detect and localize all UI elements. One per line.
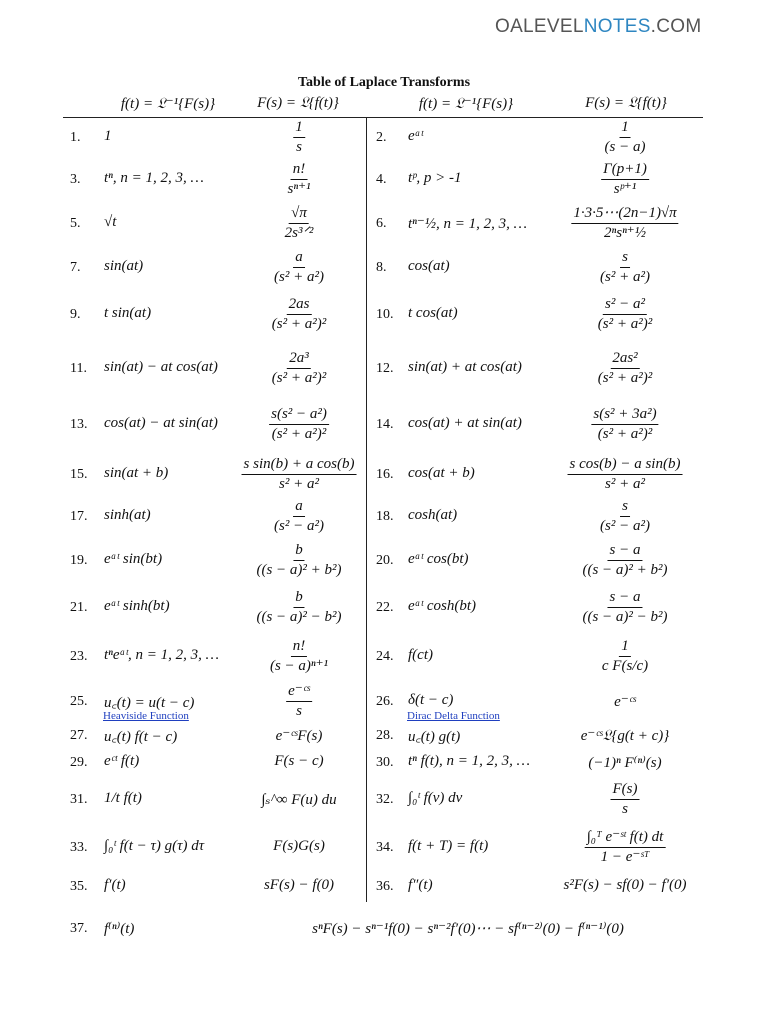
time-function: u꜀(t) = u(t − c)	[104, 695, 195, 711]
laplace-transform: $\frac{\text{s(s² − a²)}}{\text{(s² + a²)²}}$	[271, 406, 327, 443]
laplace-transform: $\frac{1}{(s - a)}$	[604, 119, 646, 156]
entry-number: 6.	[376, 216, 387, 231]
time-function: ∫₀ᵗ f(t − τ) g(τ) dτ	[104, 838, 205, 854]
laplace-transform: $\frac{a}{\text{(s² − a²)}}$	[274, 498, 324, 535]
entry-number: 19.	[70, 553, 88, 568]
site-logo[interactable]	[495, 16, 701, 38]
time-function: t cos(at)	[408, 305, 458, 321]
time-function: cos(at + b)	[408, 465, 475, 481]
header-transform-left: F(s) = 𝔏{f(t)}	[257, 95, 339, 111]
entry-number: 33.	[70, 840, 88, 855]
time-function: 1/t f(t)	[104, 790, 142, 806]
time-function: eᵃᵗ sinh(bt)	[104, 598, 170, 614]
time-function: sin(at)	[104, 258, 144, 274]
time-function: δ(t − c)	[408, 692, 454, 708]
time-function: ∫₀ᵗ f(v) dv	[408, 790, 463, 806]
entry-number: 20.	[376, 553, 394, 568]
entry-number: 32.	[376, 792, 394, 807]
time-function: sin(at) + at cos(at)	[408, 359, 522, 375]
logo-suffix: .COM	[650, 16, 702, 37]
laplace-transform: $\frac{s - a}{\text{((s − a)² − b²)}}$	[582, 589, 668, 626]
laplace-transform: s²F(s) − sf(0) − f′(0)	[563, 877, 687, 893]
header-inverse-right: f(t) = 𝔏⁻¹{F(s)}	[418, 96, 514, 112]
laplace-transform: (−1)ⁿ F⁽ⁿ⁾(s)	[588, 755, 662, 771]
laplace-transform: $\frac{n!}{\text{(s − a)ⁿ⁺¹}}$	[269, 638, 329, 675]
time-function: cos(at)	[408, 258, 450, 274]
laplace-transform: $\frac{\text{∫₀ᵀ e⁻ˢᵗ f(t) dt}}{\text{1 − e⁻ˢᵀ}}$	[586, 829, 664, 866]
header-transform-right: F(s) = 𝔏{f(t)}	[585, 95, 667, 111]
laplace-transform: $\frac{\text{2a³}}{\text{(s² + a²)²}}$	[271, 350, 327, 387]
time-function: tᵖ, p > -1	[408, 170, 462, 186]
time-function: tⁿ f(t), n = 1, 2, 3, …	[408, 753, 530, 769]
dirac-delta-function-link[interactable]: Dirac Delta Function	[407, 710, 500, 722]
laplace-transform: $\frac{n!}{\text{sⁿ⁺¹}}$	[287, 161, 311, 198]
entry-number: 15.	[70, 467, 88, 482]
time-function: f(ct)	[408, 647, 433, 663]
entry-number: 23.	[70, 649, 88, 664]
column-divider	[366, 118, 367, 902]
entry-number: 34.	[376, 840, 394, 855]
entry-number: 36.	[376, 879, 394, 894]
entry-number: 7.	[70, 260, 81, 275]
time-function: tⁿ, n = 1, 2, 3, …	[104, 170, 204, 186]
time-function: u꜀(t) g(t)	[408, 729, 461, 745]
entry-number: 10.	[376, 307, 394, 322]
time-function: f(t + T) = f(t)	[408, 838, 489, 854]
entry-number: 35.	[70, 879, 88, 894]
entry-number: 22.	[376, 600, 394, 615]
entry-number: 27.	[70, 728, 88, 743]
entry-number: 2.	[376, 130, 387, 145]
entry-number: 1.	[70, 130, 81, 145]
time-function: cosh(at)	[408, 507, 458, 523]
laplace-transform: $\frac{b}{\text{((s − a)² − b²)}}$	[256, 589, 342, 626]
time-function: f⁽ⁿ⁾(t)	[104, 921, 135, 937]
laplace-transform: $\frac{2as}{\text{(s² + a²)²}}$	[271, 296, 327, 333]
laplace-transform: $\frac{\text{s² − a²}}{\text{(s² + a²)²}}$	[597, 296, 653, 333]
entry-number: 16.	[376, 467, 394, 482]
entry-number: 14.	[376, 417, 394, 432]
laplace-transform: $\frac{\text{s cos(b) − a sin(b)}}{\text{s² + a²}}$	[569, 456, 681, 493]
time-function: sinh(at)	[104, 507, 151, 523]
time-function: √t	[104, 214, 117, 230]
entry-number: 12.	[376, 361, 394, 376]
time-function: eᵃᵗ	[408, 128, 424, 144]
time-function: 1	[104, 128, 112, 144]
laplace-transform: $\frac{1}{\text{c F(s/c)}}$	[601, 638, 649, 675]
time-function: u꜀(t) f(t − c)	[104, 729, 178, 745]
time-function: eᵃᵗ cos(bt)	[408, 551, 469, 567]
time-function: f′(t)	[104, 877, 126, 893]
time-function: sin(at) − at cos(at)	[104, 359, 218, 375]
entry-number: 21.	[70, 600, 88, 615]
time-function: t sin(at)	[104, 305, 152, 321]
entry-number: 24.	[376, 649, 394, 664]
entry-number: 30.	[376, 755, 394, 770]
time-function: f″(t)	[408, 877, 433, 893]
laplace-transform: e⁻ᶜˢ𝔏{g(t + c)}	[580, 728, 670, 744]
entry-number: 26.	[376, 694, 394, 709]
laplace-transform: $\frac{a}{\text{(s² + a²)}}$	[274, 249, 324, 286]
logo-middle: NOTES	[583, 16, 651, 37]
time-function: cos(at) − at sin(at)	[104, 415, 218, 431]
entry-number: 28.	[376, 728, 394, 743]
logo-prefix: OALEVEL	[495, 16, 584, 37]
laplace-transform: e⁻ᶜˢF(s)	[275, 728, 323, 744]
entry-number: 5.	[70, 216, 81, 231]
laplace-transform: $\frac{b}{\text{((s − a)² + b²)}}$	[256, 542, 342, 579]
entry-number: 31.	[70, 792, 88, 807]
laplace-transform: $\frac{√\pi}{\text{2s³ᐟ²}}$	[284, 205, 314, 242]
entry-number: 17.	[70, 509, 88, 524]
laplace-transform: $\frac{\text{2as²}}{\text{(s² + a²)²}}$	[597, 350, 653, 387]
time-function: cos(at) + at sin(at)	[408, 415, 522, 431]
laplace-transform: $\frac{1\cdot 3\cdot 5\cdots(2n-1)√\pi}{\text{2ⁿsⁿ⁺½}}$	[573, 205, 677, 242]
entry-number: 13.	[70, 417, 88, 432]
header-divider	[63, 117, 703, 118]
entry-number: 37.	[70, 921, 88, 936]
laplace-transform: $\frac{\text{e⁻ᶜˢ}}{s}$	[288, 683, 310, 720]
time-function: eᶜᵗ f(t)	[104, 753, 140, 769]
time-function: tⁿeᵃᵗ, n = 1, 2, 3, …	[104, 647, 220, 663]
laplace-transform: $\frac{s}{\text{(s² − a²)}}$	[600, 498, 650, 535]
laplace-transform: $\frac{\Gamma(p+1)}{\text{sᵖ⁺¹}}$	[603, 161, 647, 198]
page-title: Table of Laplace Transforms	[297, 75, 471, 90]
time-function: sin(at + b)	[104, 465, 169, 481]
entry-number: 18.	[376, 509, 394, 524]
laplace-transform: $\frac{F(s)}{s}$	[612, 781, 638, 818]
header-inverse-left: f(t) = 𝔏⁻¹{F(s)}	[120, 96, 216, 112]
laplace-transform: ∫ₛ^∞ F(u) du	[261, 792, 337, 808]
laplace-transform: $\frac{\text{s(s² + 3a²)}}{\text{(s² + a²)²}}$	[593, 406, 657, 443]
entry-number: 3.	[70, 172, 81, 187]
laplace-transform: sⁿF(s) − sⁿ⁻¹f(0) − sⁿ⁻²f′(0)⋯ − sf⁽ⁿ⁻²⁾(0) − f⁽ⁿ⁻¹⁾(0)	[312, 921, 624, 937]
laplace-transform: $\frac{1}{s}$	[295, 119, 303, 156]
time-function: tⁿ⁻½, n = 1, 2, 3, …	[408, 216, 528, 232]
laplace-transform: sF(s) − f(0)	[263, 877, 335, 893]
entry-number: 29.	[70, 755, 88, 770]
laplace-transform: $\frac{s - a}{\text{((s − a)² + b²)}}$	[582, 542, 668, 579]
time-function: eᵃᵗ cosh(bt)	[408, 598, 477, 614]
entry-number: 11.	[70, 361, 87, 376]
entry-number: 9.	[70, 307, 81, 322]
entry-number: 8.	[376, 260, 387, 275]
heaviside-function-link[interactable]: Heaviside Function	[103, 710, 189, 722]
time-function: eᵃᵗ sin(bt)	[104, 551, 163, 567]
entry-number: 4.	[376, 172, 387, 187]
entry-number: 25.	[70, 694, 88, 709]
laplace-transform: F(s)G(s)	[273, 838, 325, 854]
laplace-transform: e⁻ᶜˢ	[614, 694, 636, 710]
laplace-transform: $\frac{s}{\text{(s² + a²)}}$	[600, 249, 650, 286]
laplace-transform: $\frac{\text{s sin(b) + a cos(b)}}{\text{s² + a²}}$	[243, 456, 355, 493]
laplace-transform: F(s − c)	[274, 753, 324, 769]
